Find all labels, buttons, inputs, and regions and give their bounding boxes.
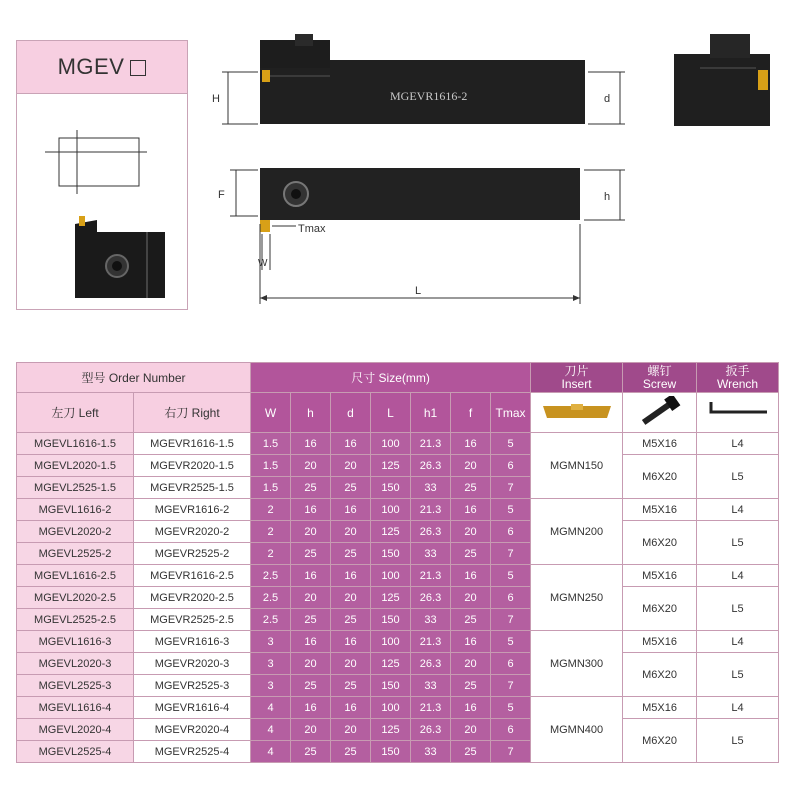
size-h-cell: 20 bbox=[291, 455, 331, 477]
size-tmax-cell: 7 bbox=[491, 543, 531, 565]
table-row bbox=[17, 631, 779, 653]
size-d-cell: 20 bbox=[331, 521, 371, 543]
wrench-cell: L5 bbox=[697, 521, 779, 565]
size-f-cell: 25 bbox=[451, 543, 491, 565]
insert-cell: MGMN150 bbox=[531, 433, 623, 499]
wrench-cell: L5 bbox=[697, 455, 779, 499]
size-l-cell: 150 bbox=[371, 675, 411, 697]
size-w-cell: 4 bbox=[251, 719, 291, 741]
left-model-cell: MGEVL2525-4 bbox=[17, 741, 134, 763]
left-model-cell: MGEVL2020-3 bbox=[17, 653, 134, 675]
size-h1-cell: 26.3 bbox=[411, 455, 451, 477]
size-f-cell: 20 bbox=[451, 719, 491, 741]
size-h1-cell: 33 bbox=[411, 609, 451, 631]
left-model-cell: MGEVL1616-2 bbox=[17, 499, 134, 521]
dim-F: F bbox=[218, 189, 225, 201]
left-model-cell: MGEVL1616-2.5 bbox=[17, 565, 134, 587]
size-l-cell: 100 bbox=[371, 697, 411, 719]
right-model-cell: MGEVR1616-2.5 bbox=[134, 565, 251, 587]
screw-cell: M6X20 bbox=[623, 455, 697, 499]
size-f-cell: 16 bbox=[451, 697, 491, 719]
size-l-cell: 150 bbox=[371, 543, 411, 565]
size-h-cell: 25 bbox=[291, 609, 331, 631]
header-size: 尺寸 Size(mm) bbox=[251, 363, 531, 393]
right-model-cell: MGEVR2525-1.5 bbox=[134, 477, 251, 499]
size-h-cell: 25 bbox=[291, 543, 331, 565]
header-insert-cn: 刀片 bbox=[564, 363, 589, 378]
tool-end-view bbox=[674, 34, 770, 126]
size-l-cell: 150 bbox=[371, 741, 411, 763]
screw-icon bbox=[630, 396, 690, 426]
left-model-cell: MGEVL2020-2 bbox=[17, 521, 134, 543]
size-h1-cell: 21.3 bbox=[411, 565, 451, 587]
size-l-cell: 100 bbox=[371, 565, 411, 587]
dim-W: W bbox=[258, 258, 268, 269]
header-wrench bbox=[697, 363, 779, 393]
size-h-cell: 16 bbox=[291, 499, 331, 521]
model-mark: MGEVR1616-2 bbox=[390, 89, 468, 103]
table-row bbox=[17, 719, 779, 741]
size-f-cell: 16 bbox=[451, 499, 491, 521]
card-title-text: MGEV bbox=[57, 54, 125, 79]
size-d-cell: 20 bbox=[331, 653, 371, 675]
insert-cell: MGMN400 bbox=[531, 697, 623, 763]
size-d-cell: 16 bbox=[331, 565, 371, 587]
size-f-cell: 20 bbox=[451, 455, 491, 477]
wrench-cell: L4 bbox=[697, 697, 779, 719]
size-h-cell: 16 bbox=[291, 631, 331, 653]
size-f-cell: 16 bbox=[451, 631, 491, 653]
insert-image bbox=[531, 393, 623, 433]
size-l-cell: 125 bbox=[371, 455, 411, 477]
size-l-cell: 125 bbox=[371, 719, 411, 741]
size-tmax-cell: 5 bbox=[491, 697, 531, 719]
size-f-cell: 20 bbox=[451, 653, 491, 675]
size-f-cell: 16 bbox=[451, 565, 491, 587]
square-icon bbox=[130, 60, 146, 76]
size-l-cell: 125 bbox=[371, 521, 411, 543]
size-h-cell: 16 bbox=[291, 697, 331, 719]
size-f-cell: 25 bbox=[451, 477, 491, 499]
size-h1-cell: 21.3 bbox=[411, 433, 451, 455]
right-model-cell: MGEVR2020-2 bbox=[134, 521, 251, 543]
left-model-cell: MGEVL2525-1.5 bbox=[17, 477, 134, 499]
right-model-cell: MGEVR2525-2 bbox=[134, 543, 251, 565]
size-w-cell: 4 bbox=[251, 741, 291, 763]
spec-table-body bbox=[17, 433, 779, 763]
size-tmax-cell: 7 bbox=[491, 477, 531, 499]
size-h1-cell: 26.3 bbox=[411, 653, 451, 675]
wrench-cell: L5 bbox=[697, 719, 779, 763]
size-l-cell: 100 bbox=[371, 499, 411, 521]
size-w-cell: 2 bbox=[251, 543, 291, 565]
left-model-cell: MGEVL2525-3 bbox=[17, 675, 134, 697]
header-col-L: L bbox=[371, 393, 411, 433]
size-h-cell: 20 bbox=[291, 587, 331, 609]
wrench-cell: L5 bbox=[697, 653, 779, 697]
size-h-cell: 20 bbox=[291, 521, 331, 543]
tool-side-view bbox=[212, 34, 625, 124]
header-screw bbox=[623, 363, 697, 393]
left-model-cell: MGEVL1616-3 bbox=[17, 631, 134, 653]
screw-cell: M5X16 bbox=[623, 697, 697, 719]
right-model-cell: MGEVR2525-4 bbox=[134, 741, 251, 763]
wrench-cell: L4 bbox=[697, 631, 779, 653]
size-h1-cell: 33 bbox=[411, 675, 451, 697]
right-model-cell: MGEVR2525-2.5 bbox=[134, 609, 251, 631]
screw-cell: M5X16 bbox=[623, 565, 697, 587]
header-col-h1: h1 bbox=[411, 393, 451, 433]
size-f-cell: 25 bbox=[451, 675, 491, 697]
size-w-cell: 2 bbox=[251, 521, 291, 543]
dim-L: L bbox=[415, 285, 422, 297]
right-model-cell: MGEVR1616-1.5 bbox=[134, 433, 251, 455]
size-tmax-cell: 7 bbox=[491, 741, 531, 763]
right-model-cell: MGEVR2020-4 bbox=[134, 719, 251, 741]
size-d-cell: 16 bbox=[331, 631, 371, 653]
insert-cell: MGMN200 bbox=[531, 499, 623, 565]
table-row bbox=[17, 587, 779, 609]
left-model-cell: MGEVL2525-2 bbox=[17, 543, 134, 565]
size-tmax-cell: 6 bbox=[491, 587, 531, 609]
size-w-cell: 1.5 bbox=[251, 477, 291, 499]
tool-drawings bbox=[200, 20, 790, 320]
header-col-W: W bbox=[251, 393, 291, 433]
size-h1-cell: 33 bbox=[411, 477, 451, 499]
size-d-cell: 25 bbox=[331, 675, 371, 697]
insert-icon bbox=[537, 396, 617, 426]
size-d-cell: 16 bbox=[331, 433, 371, 455]
size-h1-cell: 26.3 bbox=[411, 587, 451, 609]
screw-cell: M6X20 bbox=[623, 719, 697, 763]
size-l-cell: 100 bbox=[371, 433, 411, 455]
size-h1-cell: 33 bbox=[411, 741, 451, 763]
size-f-cell: 20 bbox=[451, 521, 491, 543]
header-insert-en: Insert bbox=[561, 376, 592, 391]
size-d-cell: 16 bbox=[331, 499, 371, 521]
table-row bbox=[17, 433, 779, 455]
left-model-cell: MGEVL2020-4 bbox=[17, 719, 134, 741]
size-h1-cell: 21.3 bbox=[411, 697, 451, 719]
wrench-cell: L4 bbox=[697, 499, 779, 521]
size-d-cell: 20 bbox=[331, 587, 371, 609]
size-l-cell: 150 bbox=[371, 609, 411, 631]
dim-H: H bbox=[212, 93, 220, 105]
size-d-cell: 20 bbox=[331, 719, 371, 741]
hex-wrench-icon bbox=[703, 396, 773, 426]
header-col-Tmax: Tmax bbox=[491, 393, 531, 433]
wrench-image bbox=[697, 393, 779, 433]
size-tmax-cell: 5 bbox=[491, 565, 531, 587]
insert-cell: MGMN300 bbox=[531, 631, 623, 697]
size-tmax-cell: 6 bbox=[491, 455, 531, 477]
table-row bbox=[17, 565, 779, 587]
header-col-d: d bbox=[331, 393, 371, 433]
header-screw-cn: 螺钉 bbox=[647, 363, 672, 378]
size-w-cell: 1.5 bbox=[251, 433, 291, 455]
size-h1-cell: 26.3 bbox=[411, 719, 451, 741]
size-h-cell: 20 bbox=[291, 653, 331, 675]
schematic-card bbox=[16, 40, 188, 310]
header-insert bbox=[531, 363, 623, 393]
size-w-cell: 4 bbox=[251, 697, 291, 719]
size-w-cell: 3 bbox=[251, 675, 291, 697]
size-h1-cell: 21.3 bbox=[411, 499, 451, 521]
size-tmax-cell: 6 bbox=[491, 653, 531, 675]
spec-table bbox=[16, 362, 779, 763]
size-tmax-cell: 6 bbox=[491, 521, 531, 543]
screw-cell: M5X16 bbox=[623, 631, 697, 653]
size-l-cell: 150 bbox=[371, 477, 411, 499]
size-h-cell: 25 bbox=[291, 675, 331, 697]
table-row bbox=[17, 697, 779, 719]
size-w-cell: 3 bbox=[251, 653, 291, 675]
header-col-f: f bbox=[451, 393, 491, 433]
header-left: 左刀 Left bbox=[17, 393, 134, 433]
size-tmax-cell: 7 bbox=[491, 675, 531, 697]
table-row bbox=[17, 653, 779, 675]
screw-cell: M5X16 bbox=[623, 433, 697, 455]
size-w-cell: 1.5 bbox=[251, 455, 291, 477]
left-model-cell: MGEVL2020-2.5 bbox=[17, 587, 134, 609]
header-wrench-cn: 扳手 bbox=[725, 363, 750, 378]
header-col-h: h bbox=[291, 393, 331, 433]
screw-cell: M6X20 bbox=[623, 521, 697, 565]
right-model-cell: MGEVR2020-1.5 bbox=[134, 455, 251, 477]
table-row bbox=[17, 499, 779, 521]
right-model-cell: MGEVR2525-3 bbox=[134, 675, 251, 697]
size-d-cell: 20 bbox=[331, 455, 371, 477]
dim-d: d bbox=[604, 93, 611, 105]
left-model-cell: MGEVL1616-1.5 bbox=[17, 433, 134, 455]
header-order-number: 型号 Order Number bbox=[17, 363, 251, 393]
size-h-cell: 16 bbox=[291, 433, 331, 455]
header-wrench-en: Wrench bbox=[716, 376, 759, 391]
table-row bbox=[17, 521, 779, 543]
size-h1-cell: 33 bbox=[411, 543, 451, 565]
wrench-cell: L4 bbox=[697, 565, 779, 587]
size-l-cell: 125 bbox=[371, 587, 411, 609]
size-tmax-cell: 5 bbox=[491, 433, 531, 455]
wrench-cell: L4 bbox=[697, 433, 779, 455]
size-l-cell: 100 bbox=[371, 631, 411, 653]
size-f-cell: 20 bbox=[451, 587, 491, 609]
size-f-cell: 25 bbox=[451, 741, 491, 763]
left-model-cell: MGEVL2525-2.5 bbox=[17, 609, 134, 631]
size-h-cell: 25 bbox=[291, 477, 331, 499]
size-tmax-cell: 7 bbox=[491, 609, 531, 631]
size-w-cell: 2.5 bbox=[251, 609, 291, 631]
size-tmax-cell: 5 bbox=[491, 499, 531, 521]
size-h1-cell: 21.3 bbox=[411, 631, 451, 653]
screw-cell: M5X16 bbox=[623, 499, 697, 521]
size-d-cell: 25 bbox=[331, 477, 371, 499]
left-model-cell: MGEVL1616-4 bbox=[17, 697, 134, 719]
size-w-cell: 2 bbox=[251, 499, 291, 521]
dim-h: h bbox=[604, 191, 611, 203]
size-h1-cell: 26.3 bbox=[411, 521, 451, 543]
screw-cell: M6X20 bbox=[623, 653, 697, 697]
header-right: 右刀 Right bbox=[134, 393, 251, 433]
size-w-cell: 3 bbox=[251, 631, 291, 653]
size-d-cell: 25 bbox=[331, 741, 371, 763]
right-model-cell: MGEVR1616-3 bbox=[134, 631, 251, 653]
size-d-cell: 25 bbox=[331, 609, 371, 631]
size-h-cell: 25 bbox=[291, 741, 331, 763]
tool-top-view bbox=[218, 168, 625, 304]
right-model-cell: MGEVR2020-3 bbox=[134, 653, 251, 675]
size-d-cell: 16 bbox=[331, 697, 371, 719]
right-model-cell: MGEVR1616-2 bbox=[134, 499, 251, 521]
table-row bbox=[17, 455, 779, 477]
size-d-cell: 25 bbox=[331, 543, 371, 565]
size-f-cell: 25 bbox=[451, 609, 491, 631]
size-w-cell: 2.5 bbox=[251, 565, 291, 587]
size-f-cell: 16 bbox=[451, 433, 491, 455]
screw-image bbox=[623, 393, 697, 433]
header-screw-en: Screw bbox=[642, 376, 677, 391]
screw-cell: M6X20 bbox=[623, 587, 697, 631]
right-model-cell: MGEVR1616-4 bbox=[134, 697, 251, 719]
right-model-cell: MGEVR2020-2.5 bbox=[134, 587, 251, 609]
left-model-cell: MGEVL2020-1.5 bbox=[17, 455, 134, 477]
dim-Tmax: Tmax bbox=[298, 223, 326, 235]
size-h-cell: 20 bbox=[291, 719, 331, 741]
insert-cell: MGMN250 bbox=[531, 565, 623, 631]
size-tmax-cell: 6 bbox=[491, 719, 531, 741]
size-tmax-cell: 5 bbox=[491, 631, 531, 653]
workpiece-schematic bbox=[17, 94, 187, 308]
card-title bbox=[17, 41, 187, 94]
size-h-cell: 16 bbox=[291, 565, 331, 587]
size-w-cell: 2.5 bbox=[251, 587, 291, 609]
wrench-cell: L5 bbox=[697, 587, 779, 631]
size-l-cell: 125 bbox=[371, 653, 411, 675]
